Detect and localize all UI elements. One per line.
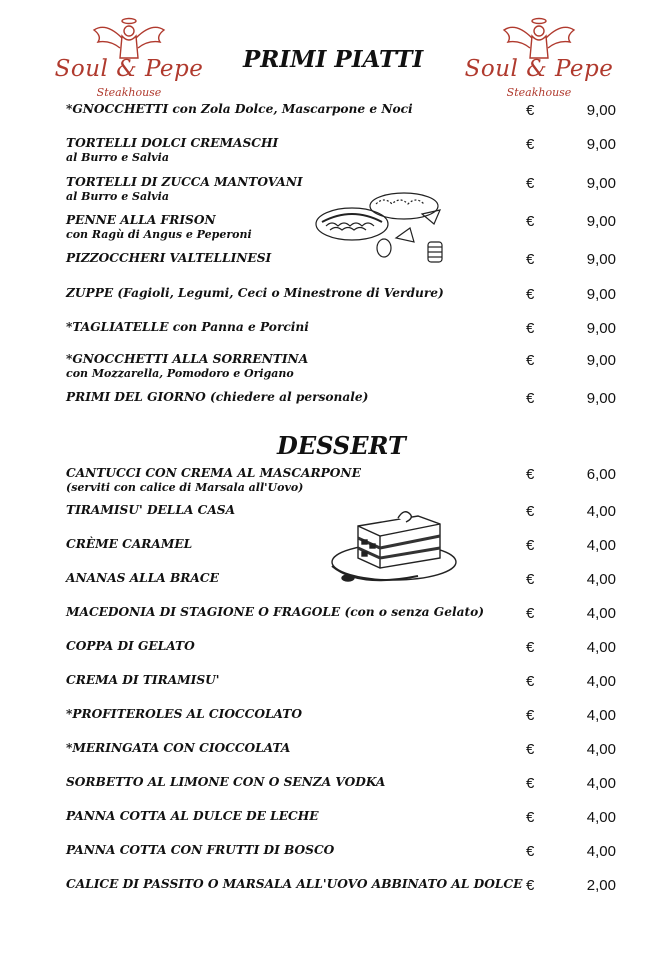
currency-symbol: € xyxy=(526,843,535,860)
menu-item xyxy=(66,741,656,756)
menu-item-name: *PROFITEROLES AL CIOCCOLATO xyxy=(66,707,302,721)
logo-subtitle: Steakhouse xyxy=(96,86,162,99)
menu-item xyxy=(66,213,656,242)
menu-item xyxy=(66,102,656,117)
menu-item-name: ZUPPE (Fagioli, Legumi, Ceci o Minestrone di Verdure) xyxy=(66,286,444,300)
menu-item-name: COPPA DI GELATO xyxy=(66,639,195,653)
currency-symbol: € xyxy=(526,571,535,588)
menu-item xyxy=(66,352,656,381)
logo-subtitle: Steakhouse xyxy=(506,86,572,99)
menu-item-name: *TAGLIATELLE con Panna e Porcini xyxy=(66,320,309,334)
currency-symbol: € xyxy=(526,136,535,153)
currency-symbol: € xyxy=(526,466,535,483)
menu-item-name: PENNE ALLA FRISON xyxy=(66,213,216,227)
menu-item-price: 4,00 xyxy=(586,571,616,588)
currency-symbol: € xyxy=(526,102,535,119)
currency-symbol: € xyxy=(526,352,535,369)
menu-item-name: SORBETTO AL LIMONE CON O SENZA VODKA xyxy=(66,775,386,789)
currency-symbol: € xyxy=(526,213,535,230)
menu-item-name: *GNOCCHETTI ALLA SORRENTINA xyxy=(66,352,309,366)
currency-symbol: € xyxy=(526,775,535,792)
menu-item-name: CANTUCCI CON CREMA AL MASCARPONE xyxy=(66,466,361,480)
logo-right xyxy=(464,14,614,104)
menu-item-price: 4,00 xyxy=(586,639,616,656)
menu-item-price: 4,00 xyxy=(586,843,616,860)
menu-item-price: 4,00 xyxy=(586,537,616,554)
currency-symbol: € xyxy=(526,741,535,758)
menu-item xyxy=(66,175,656,204)
menu-item xyxy=(66,877,656,892)
menu-item-price: 4,00 xyxy=(586,707,616,724)
currency-symbol: € xyxy=(526,877,535,894)
menu-item-description: (serviti con calice di Marsala all'Uovo) xyxy=(66,481,304,494)
menu-item-price: 2,00 xyxy=(586,877,616,894)
menu-item-name: CREMA DI TIRAMISU' xyxy=(66,673,220,687)
menu-item-price: 9,00 xyxy=(586,286,616,303)
currency-symbol: € xyxy=(526,251,535,268)
menu-item-name: CRÈME CARAMEL xyxy=(66,537,193,551)
menu-item-name: *MERINGATA CON CIOCCOLATA xyxy=(66,741,291,755)
menu-item xyxy=(66,390,656,405)
menu-item-name: MACEDONIA DI STAGIONE O FRAGOLE (con o senza Gelato) xyxy=(66,605,484,619)
menu-item xyxy=(66,571,656,586)
menu-item-price: 6,00 xyxy=(586,466,616,483)
menu-item-name: PRIMI DEL GIORNO (chiedere al personale) xyxy=(66,390,369,404)
menu-item-name: TORTELLI DOLCI CREMASCHI xyxy=(66,136,279,150)
menu-item xyxy=(66,843,656,858)
menu-item-description: al Burro e Salvia xyxy=(66,190,169,203)
menu-item xyxy=(66,673,656,688)
menu-item-price: 4,00 xyxy=(586,809,616,826)
menu-item-price: 9,00 xyxy=(586,320,616,337)
menu-item-description: con Mozzarella, Pomodoro e Origano xyxy=(66,367,294,380)
currency-symbol: € xyxy=(526,605,535,622)
menu-item-price: 4,00 xyxy=(586,775,616,792)
menu-item-price: 4,00 xyxy=(586,605,616,622)
menu-item-price: 9,00 xyxy=(586,390,616,407)
currency-symbol: € xyxy=(526,639,535,656)
currency-symbol: € xyxy=(526,673,535,690)
currency-symbol: € xyxy=(526,320,535,337)
dessert-title: DESSERT xyxy=(277,431,406,460)
menu-item-name: TIRAMISU' DELLA CASA xyxy=(66,503,236,517)
currency-symbol: € xyxy=(526,707,535,724)
menu-item xyxy=(66,707,656,722)
menu-item xyxy=(66,320,656,335)
logo-brand: Soul & Pepe xyxy=(54,56,204,82)
menu-item-name: *GNOCCHETTI con Zola Dolce, Mascarpone e Noci xyxy=(66,102,413,116)
menu-item xyxy=(66,809,656,824)
menu-item-name: PANNA COTTA CON FRUTTI DI BOSCO xyxy=(66,843,335,857)
menu-item-name: PANNA COTTA AL DULCE DE LECHE xyxy=(66,809,319,823)
primi-title: PRIMI PIATTI xyxy=(243,46,424,73)
menu-item-price: 9,00 xyxy=(586,213,616,230)
menu-item-price: 9,00 xyxy=(586,136,616,153)
menu-item-description: al Burro e Salvia xyxy=(66,151,169,164)
currency-symbol: € xyxy=(526,537,535,554)
menu-item-price: 9,00 xyxy=(586,102,616,119)
menu-item-name: PIZZOCCHERI VALTELLINESI xyxy=(66,251,272,265)
menu-item xyxy=(66,775,656,790)
currency-symbol: € xyxy=(526,503,535,520)
menu-item-price: 4,00 xyxy=(586,673,616,690)
menu-item xyxy=(66,537,656,552)
currency-symbol: € xyxy=(526,286,535,303)
menu-item-price: 9,00 xyxy=(586,352,616,369)
menu-item-price: 4,00 xyxy=(586,741,616,758)
menu-item xyxy=(66,466,656,495)
menu-item xyxy=(66,605,656,620)
menu-item-name: CALICE DI PASSITO O MARSALA ALL'UOVO ABBINATO AL DOLCE xyxy=(66,877,523,891)
menu-item-name: TORTELLI DI ZUCCA MANTOVANI xyxy=(66,175,303,189)
menu-item-price: 9,00 xyxy=(586,251,616,268)
menu-item-price: 9,00 xyxy=(586,175,616,192)
menu-item xyxy=(66,251,656,266)
menu-item-description: con Ragù di Angus e Peperoni xyxy=(66,228,252,241)
currency-symbol: € xyxy=(526,175,535,192)
logo-left xyxy=(54,14,204,104)
menu-item xyxy=(66,286,656,301)
logo-brand: Soul & Pepe xyxy=(464,56,614,82)
menu-item xyxy=(66,136,656,165)
menu-item xyxy=(66,639,656,654)
menu-item-price: 4,00 xyxy=(586,503,616,520)
menu-item-name: ANANAS ALLA BRACE xyxy=(66,571,219,585)
menu-item xyxy=(66,503,656,518)
currency-symbol: € xyxy=(526,809,535,826)
currency-symbol: € xyxy=(526,390,535,407)
